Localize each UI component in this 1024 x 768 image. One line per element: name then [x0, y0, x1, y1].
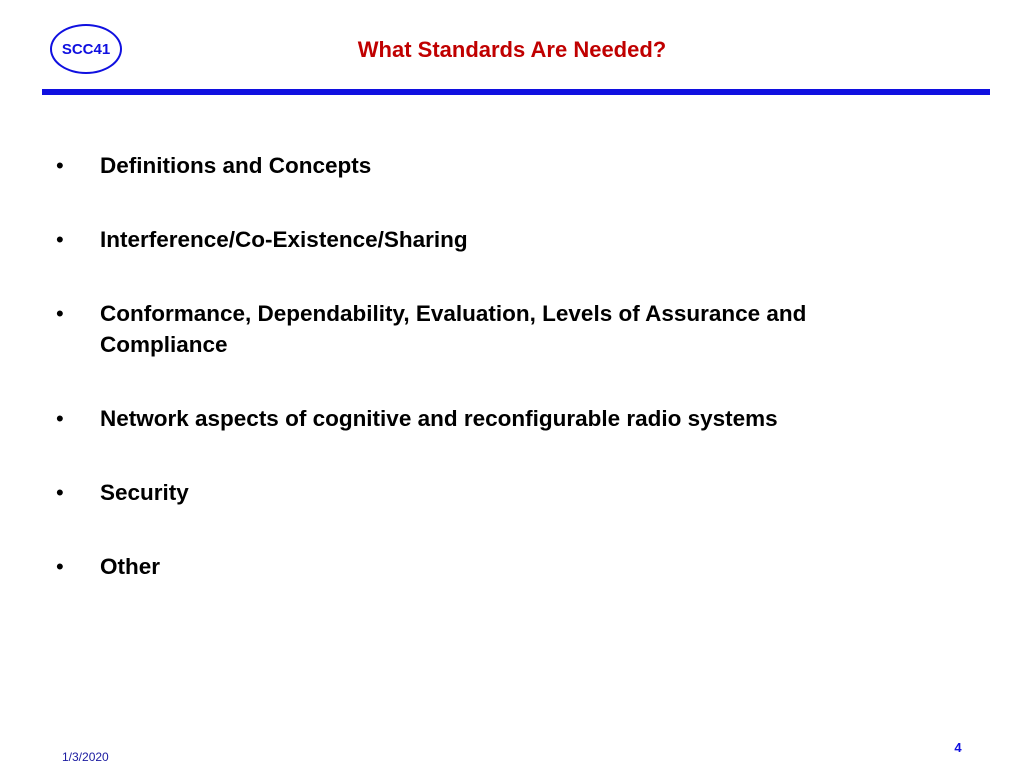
logo-text: SCC41 [61, 40, 111, 58]
bullet-item [56, 477, 936, 508]
bullet-marker: • [56, 227, 64, 252]
bullet-list [56, 150, 936, 582]
footer-date: 1/3/2020 [62, 750, 109, 764]
bullet-marker: • [56, 480, 64, 505]
bullet-marker: • [56, 406, 64, 431]
bullet-text: Definitions and Concepts [100, 153, 372, 178]
page-number: 4 [954, 740, 962, 755]
bullet-marker: • [56, 554, 64, 579]
bullet-text: Other [100, 554, 161, 579]
bullet-text: Interference/Co-Existence/Sharing [100, 227, 468, 252]
bullet-marker: • [56, 301, 64, 326]
bullet-item [56, 551, 936, 582]
bullet-marker: • [56, 153, 64, 178]
slide-title: What Standards Are Needed? [357, 37, 667, 62]
bullet-text: Network aspects of cognitive and reconfigurable radio systems [100, 406, 778, 431]
title-divider [42, 89, 990, 95]
bullet-text: Conformance, Dependability, Evaluation, Levels of Assurance and Compliance [100, 301, 807, 357]
bullet-item [56, 298, 936, 360]
bullet-text: Security [100, 480, 189, 505]
bullet-item [56, 403, 936, 434]
bullet-item [56, 150, 936, 181]
bullet-item [56, 224, 936, 255]
